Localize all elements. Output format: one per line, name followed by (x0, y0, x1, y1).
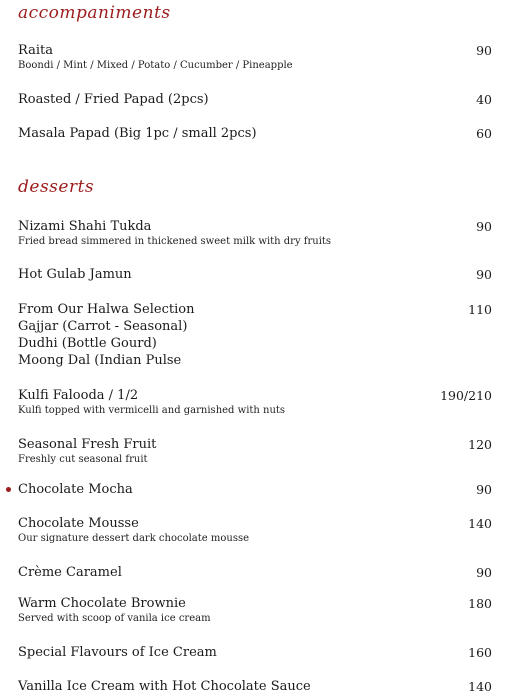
item-description: Our signature dessert dark chocolate mousse (18, 533, 250, 544)
menu-item-halwa-selection (18, 301, 492, 369)
menu-item-vanilla-hot-chocolate (18, 678, 492, 695)
item-price: 180 (468, 596, 492, 611)
menu-item-gulab-jamun (18, 266, 492, 283)
item-price: 90 (476, 219, 492, 234)
menu-item-kulfi-falooda (18, 387, 492, 418)
item-price: 90 (476, 267, 492, 282)
menu-item-papad (18, 91, 492, 108)
item-price: 110 (468, 302, 492, 317)
item-description: Kulfi topped with vermicelli and garnished with nuts (18, 405, 286, 416)
halwa-option: Dudhi (Bottle Gourd) (18, 336, 157, 351)
menu-item-creme-caramel (18, 564, 492, 581)
menu-item-chocolate-brownie (18, 595, 492, 626)
menu-item-ice-cream-flavours (18, 644, 492, 661)
item-price: 40 (476, 92, 492, 107)
item-price: 140 (468, 679, 492, 694)
item-price: 120 (468, 437, 492, 452)
section-title-desserts: desserts (18, 177, 95, 197)
item-name: Roasted / Fried Papad (2pcs) (18, 92, 209, 107)
item-name: Raita (18, 43, 53, 58)
item-name: Vanilla Ice Cream with Hot Chocolate Sauce (18, 679, 311, 694)
item-name: Masala Papad (Big 1pc / small 2pcs) (18, 126, 257, 141)
item-description: Served with scoop of vanila ice cream (18, 613, 211, 624)
item-name: Hot Gulab Jamun (18, 267, 132, 282)
item-price: 160 (468, 645, 492, 660)
item-name: Chocolate Mousse (18, 516, 139, 531)
item-price: 140 (468, 516, 492, 531)
item-price: 90 (476, 482, 492, 497)
item-name: Seasonal Fresh Fruit (18, 437, 157, 452)
item-price: 190/210 (440, 388, 492, 403)
menu-item-chocolate-mocha (18, 481, 492, 498)
item-name: Crème Caramel (18, 565, 122, 580)
bullet-icon (6, 487, 11, 492)
item-price: 90 (476, 565, 492, 580)
menu-item-raita (18, 42, 492, 73)
item-name: Chocolate Mocha (18, 482, 133, 497)
menu-item-chocolate-mousse (18, 515, 492, 546)
item-description: Boondi / Mint / Mixed / Potato / Cucumber / Pineapple (18, 60, 293, 71)
item-price: 60 (476, 126, 492, 141)
item-description: Fried bread simmered in thickened sweet milk with dry fruits (18, 236, 332, 247)
menu-item-masala-papad (18, 125, 492, 142)
item-name: From Our Halwa Selection (18, 302, 195, 317)
menu-item-shahi-tukda (18, 218, 492, 249)
item-price: 90 (476, 43, 492, 58)
menu-item-fresh-fruit (18, 436, 492, 467)
item-name: Nizami Shahi Tukda (18, 219, 152, 234)
item-name: Warm Chocolate Brownie (18, 596, 186, 611)
item-description: Freshly cut seasonal fruit (18, 454, 148, 465)
item-name: Special Flavours of Ice Cream (18, 645, 217, 660)
halwa-option: Gajjar (Carrot - Seasonal) (18, 319, 188, 334)
halwa-option: Moong Dal (Indian Pulse (18, 353, 182, 368)
item-name: Kulfi Falooda / 1/2 (18, 388, 139, 403)
section-title-accompaniments: accompaniments (18, 3, 171, 23)
